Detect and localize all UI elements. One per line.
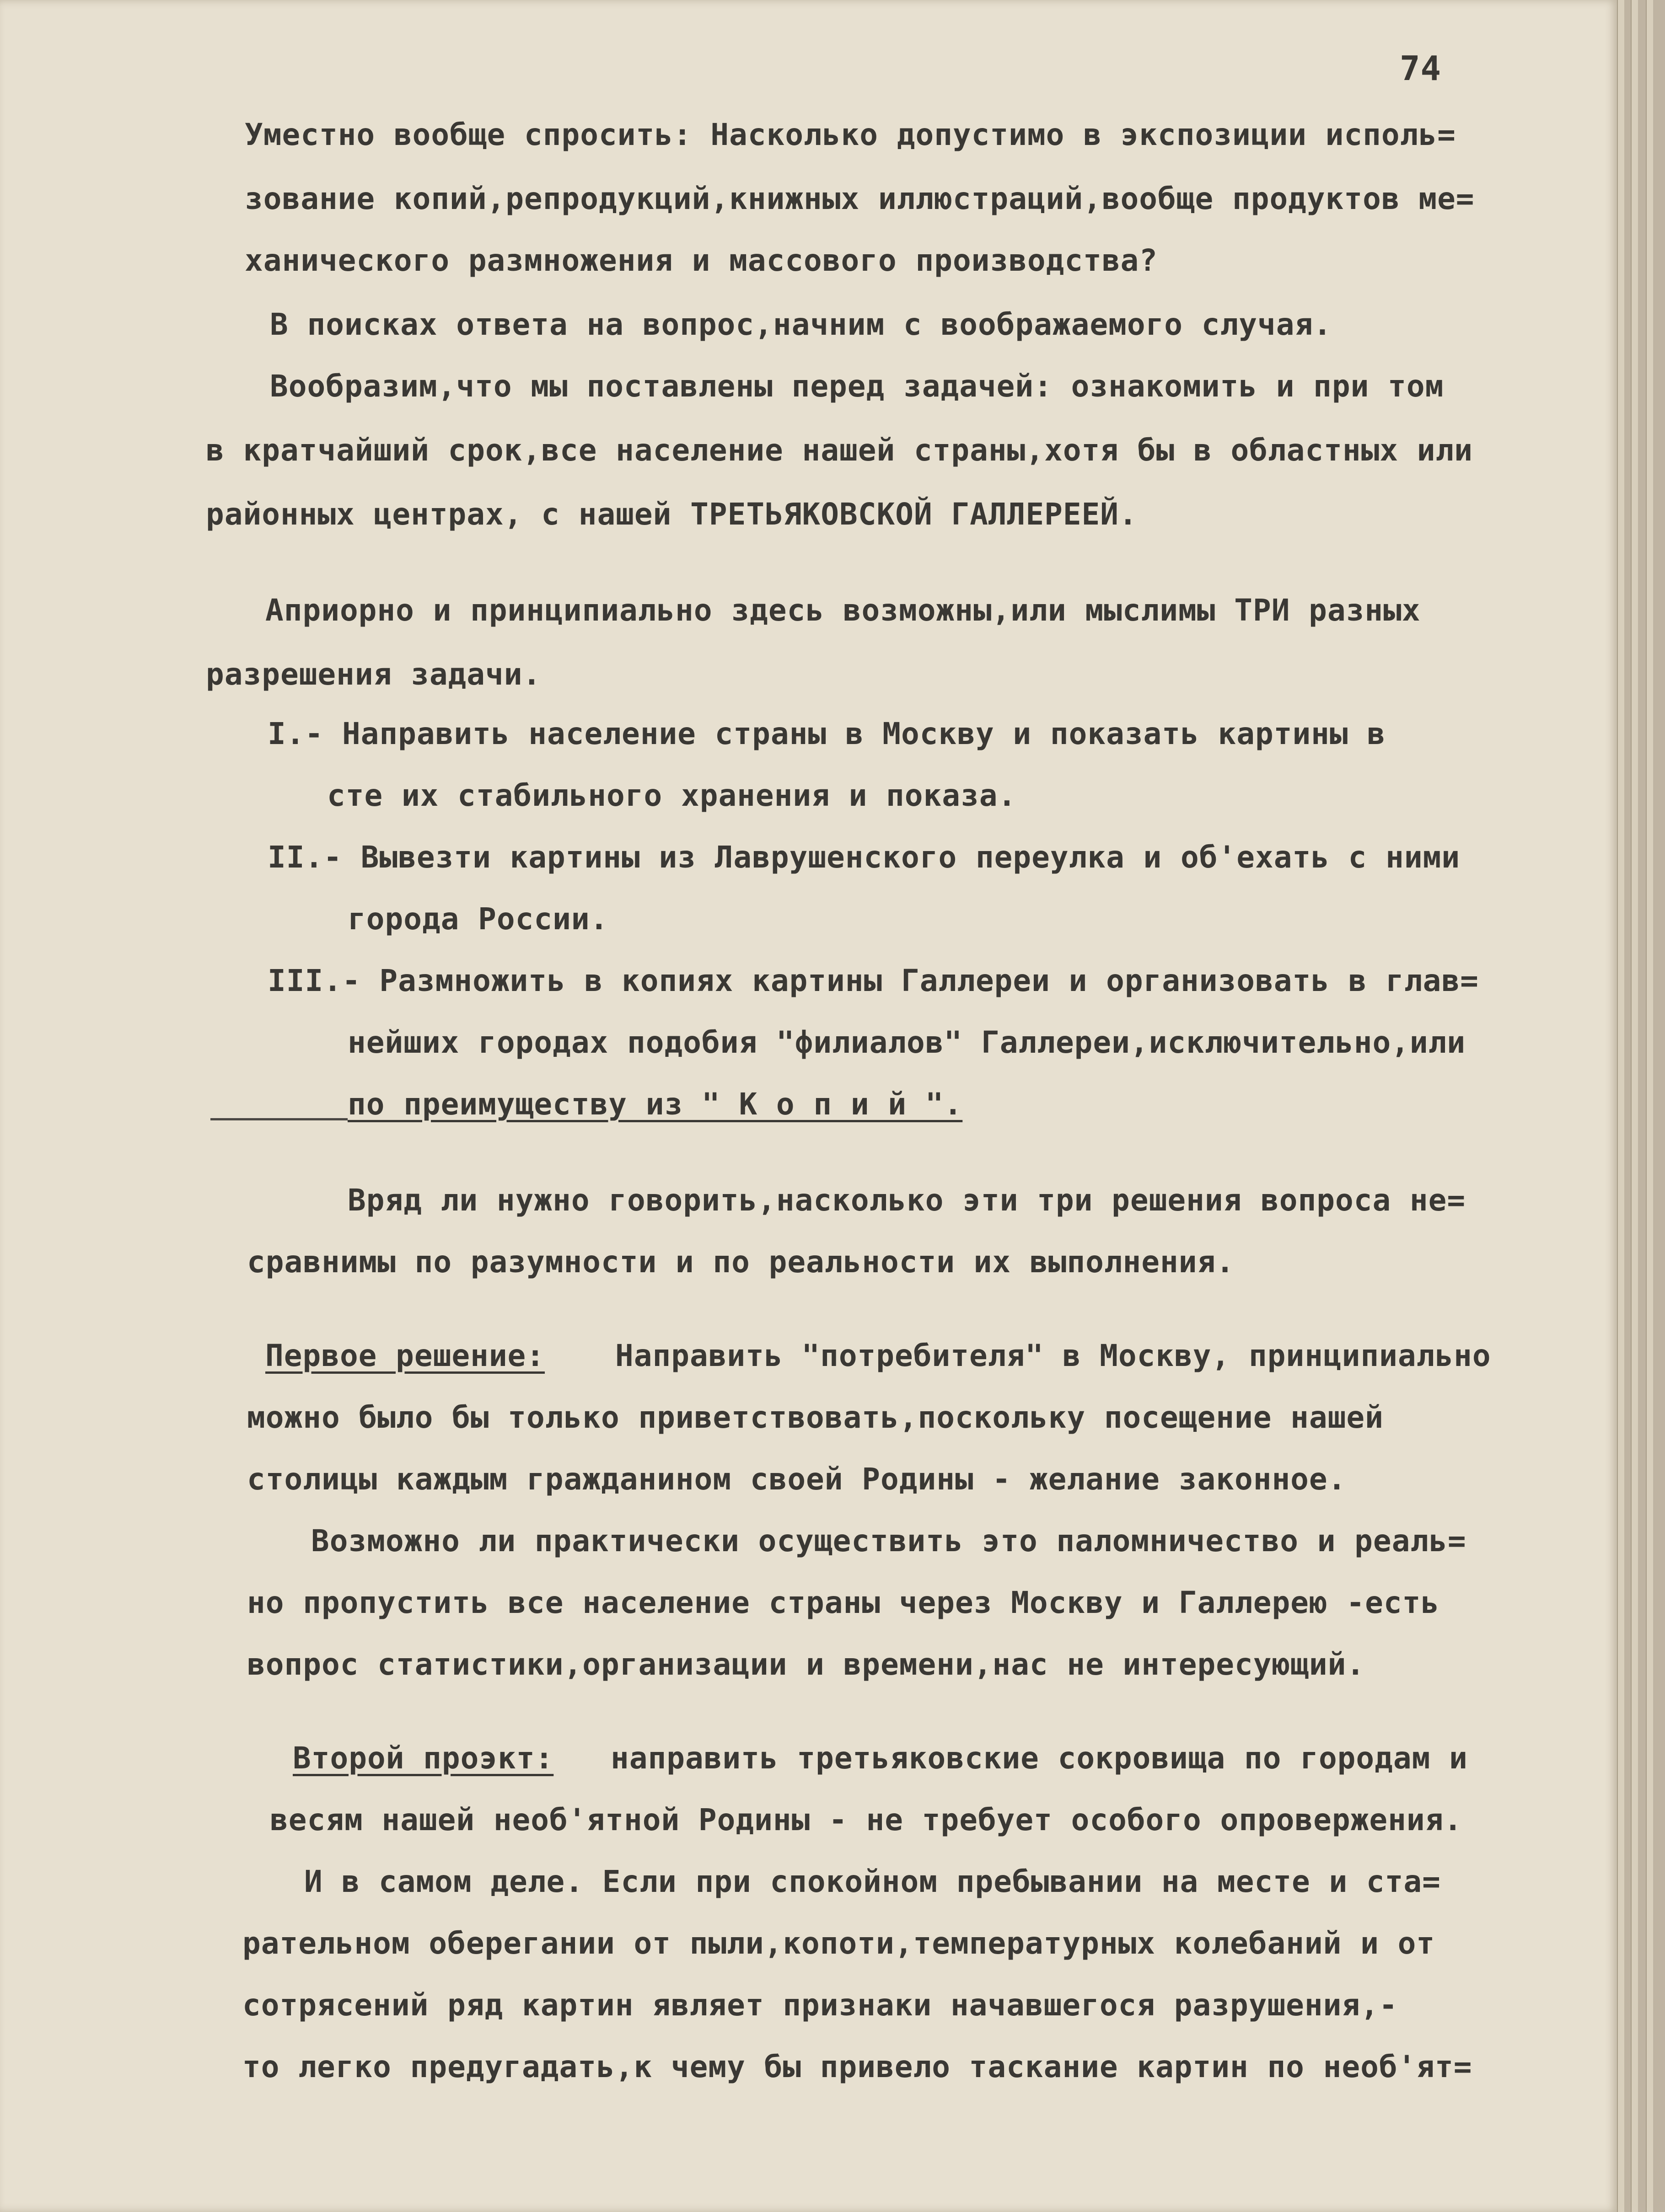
text-line-2: зование копий,репродукций,книжных иллюстраций,вообще продуктов ме= <box>245 181 1475 216</box>
text-line-25: направить третьяковские сокровища по городам и <box>611 1741 1468 1776</box>
list-item-2-line-1: II.- Вывезти картины из Лаврушенского переулка и об'ехать с ними <box>268 840 1461 875</box>
text-line-28: рательном оберегании от пыли,копоти,температурных колебаний и от <box>242 1926 1435 1961</box>
text-line-22: Возможно ли практически осуществить это паломничество и реаль= <box>311 1523 1466 1559</box>
text-line-18: сравнимы по разумности и по реальности их выполнения. <box>247 1244 1235 1280</box>
text-line-1: Уместно вообще спросить: Насколько допустимо в экспозиции исполь= <box>245 117 1456 152</box>
text-line-27: И в самом деле. Если при спокойном пребывании на месте и ста= <box>304 1864 1441 1899</box>
margin-rule <box>210 1118 348 1120</box>
text-line-19: Направить "потребителя" в Москву, принципиально <box>615 1338 1491 1373</box>
list-item-3-line-2: нейших городах подобия "филиалов" Галлереи,исключительно,или <box>348 1025 1466 1060</box>
text-line-7: районных центрах, с нашей ТРЕТЬЯКОВСКОЙ ГАЛЛЕРЕЕЙ. <box>206 497 1138 532</box>
text-line-17: Вряд ли нужно говорить,насколько эти три решения вопроса не= <box>348 1183 1466 1218</box>
text-line-26: весям нашей необ'ятной Родины - не требует особого опровержения. <box>270 1802 1463 1837</box>
page-edge-2 <box>1631 0 1638 2212</box>
page-number: 74 <box>1400 49 1442 88</box>
text-line-20: можно было бы только приветствовать,поскольку посещение нашей <box>247 1400 1384 1435</box>
text-line-8: Априорно и принципиально здесь возможны,или мыслимы ТРИ разных <box>265 593 1421 628</box>
list-item-1-line-1: I.- Направить население страны в Москву и показать картины в <box>268 716 1386 751</box>
first-solution-heading: Первое решение: <box>265 1338 545 1373</box>
list-item-1-line-2: сте их стабильного хранения и показа. <box>327 778 1017 813</box>
list-item-2-line-2: города России. <box>348 901 609 937</box>
text-line-4: В поисках ответа на вопрос,начним с воображаемого случая. <box>270 307 1332 342</box>
list-item-3-line-3: по преимуществу из " К о п и й ". <box>348 1087 963 1122</box>
list-item-3-line-1: III.- Размножить в копиях картины Галлереи и организовать в глав= <box>268 963 1479 998</box>
page-edge-1 <box>1617 0 1624 2212</box>
text-line-6: в кратчайший срок,все население нашей страны,хотя бы в областных или <box>206 433 1473 468</box>
page-edge-3 <box>1646 0 1653 2212</box>
text-line-3: ханического размножения и массового производства? <box>245 243 1158 278</box>
text-line-30: то легко предугадать,к чему бы привело таскание картин по необ'ят= <box>242 2049 1472 2084</box>
text-line-29: сотрясений ряд картин являет признаки начавшегося разрушения,- <box>242 1987 1398 2023</box>
text-line-9: разрешения задачи. <box>206 657 542 692</box>
text-line-21: столицы каждым гражданином своей Родины - желание законное. <box>247 1462 1347 1497</box>
second-project-heading: Второй проэкт: <box>293 1741 554 1776</box>
text-line-24: вопрос статистики,организации и времени,нас не интересующий. <box>247 1647 1365 1682</box>
text-line-5: Вообразим,что мы поставлены перед задачей: ознакомить и при том <box>270 369 1444 404</box>
text-line-23: но пропустить все население страны через Москву и Галлерею -есть <box>247 1585 1440 1620</box>
